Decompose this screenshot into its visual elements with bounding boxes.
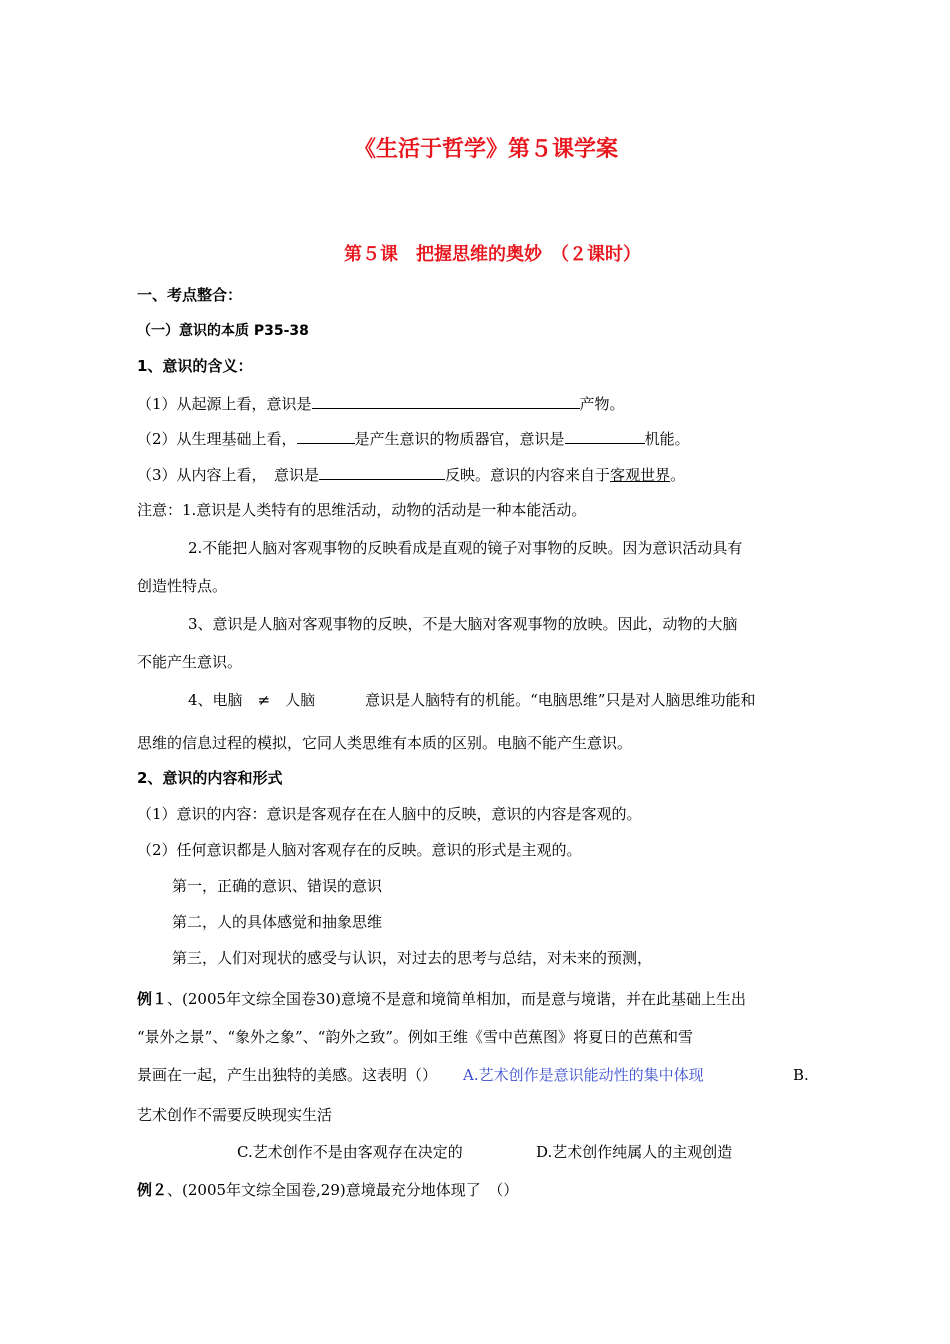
point2-first: 第一，正确的意识、错误的意识: [172, 877, 383, 895]
item1-prefix: （1）从起源上看，意识是: [137, 395, 312, 413]
note-1: 注意：1.意识是人类特有的思维活动，动物的活动是一种本能活动。: [137, 501, 587, 519]
option-c: C.艺术创作不是由客观存在决定的: [237, 1143, 463, 1161]
lesson-subtitle: 第５课 把握思维的奥妙 （２课时）: [344, 244, 641, 265]
item3-suffix: 。: [670, 466, 686, 484]
point1-item3: [137, 464, 685, 485]
note-4-line2: 思维的信息过程的模拟，它同人类思维有本质的区别。电脑不能产生意识。: [137, 734, 633, 752]
note-4-line1: [188, 690, 755, 710]
option-d: D.艺术创作纯属人的主观创造: [536, 1143, 733, 1161]
option-b-label: B.: [793, 1066, 809, 1084]
fill-blank-organ: [297, 428, 355, 444]
objective-world-underlined: 客观世界: [610, 466, 671, 484]
fill-blank-origin: [312, 393, 580, 409]
option-b-text: 艺术创作不需要反映现实生活: [137, 1106, 333, 1124]
example2-text1: 、(2005年文综全国卷,29)意境最充分地体现了 （）: [167, 1181, 519, 1199]
option-a-answer: A.艺术创作是意识能动性的集中体现: [463, 1066, 704, 1084]
item2-suffix: 机能。: [644, 430, 690, 448]
note-2-line2: 创造性特点。: [137, 577, 228, 595]
example1-line3: [137, 1065, 704, 1085]
example2-line1: [137, 1180, 518, 1200]
point1-heading: 1、意识的含义：: [137, 357, 253, 375]
item2-prefix: （2）从生理基础上看，: [137, 430, 297, 448]
subsection-heading: （一）意识的本质 P35-38: [137, 323, 309, 339]
section-heading: 一、考点整合：: [137, 286, 243, 304]
point2-item2: （2）任何意识都是人脑对客观存在的反映。意识的形式是主观的。: [137, 841, 582, 859]
point2-third: 第三，人们对现状的感受与认识，对过去的思考与总结，对未来的预测，: [172, 949, 653, 967]
note-4-text: 意识是人脑特有的机能。“电脑思维”只是对人脑思维功能和: [365, 691, 756, 709]
computer-not-brain: 4、电脑 ≠ 人脑: [188, 691, 316, 709]
item2-middle: 是产生意识的物质器官，意识是: [354, 430, 565, 448]
fill-blank-function: [565, 428, 645, 444]
note-3-line2: 不能产生意识。: [137, 653, 243, 671]
point2-item1: （1）意识的内容：意识是客观存在在人脑中的反映，意识的内容是客观的。: [137, 805, 642, 823]
fill-blank-content: [319, 464, 445, 480]
point2-heading: 2、意识的内容和形式: [137, 769, 283, 787]
example2-label: 例２: [137, 1181, 168, 1199]
point2-second: 第二，人的具体感觉和抽象思维: [172, 913, 383, 931]
page-title: 《生活于哲学》第５课学案: [353, 137, 618, 162]
item1-suffix: 产物。: [579, 395, 625, 413]
item3-middle: 反映。意识的内容来自于: [445, 466, 611, 484]
example1-line1: [137, 989, 746, 1009]
example1-text3: 景画在一起，产生出独特的美感。这表明（）: [137, 1066, 438, 1084]
example1-line2: “景外之景”、“象外之象”、“韵外之致”。例如王维《雪中芭蕉图》将夏日的芭蕉和雪: [137, 1028, 694, 1046]
point1-item1: [137, 393, 625, 414]
item3-prefix: （3）从内容上看， 意识是: [137, 466, 320, 484]
point1-item2: [137, 428, 690, 449]
example1-text1: 、(2005年文综全国卷30)意境不是意和境简单相加，而是意与境谐，并在此基础上生出: [167, 990, 746, 1008]
note-2-line1: 2.不能把人脑对客观事物的反映看成是直观的镜子对事物的反映。因为意识活动具有: [188, 539, 743, 557]
example1-label: 例１: [137, 990, 168, 1008]
note-3-line1: 3、意识是人脑对客观事物的反映，不是大脑对客观事物的放映。因此，动物的大脑: [188, 615, 738, 633]
